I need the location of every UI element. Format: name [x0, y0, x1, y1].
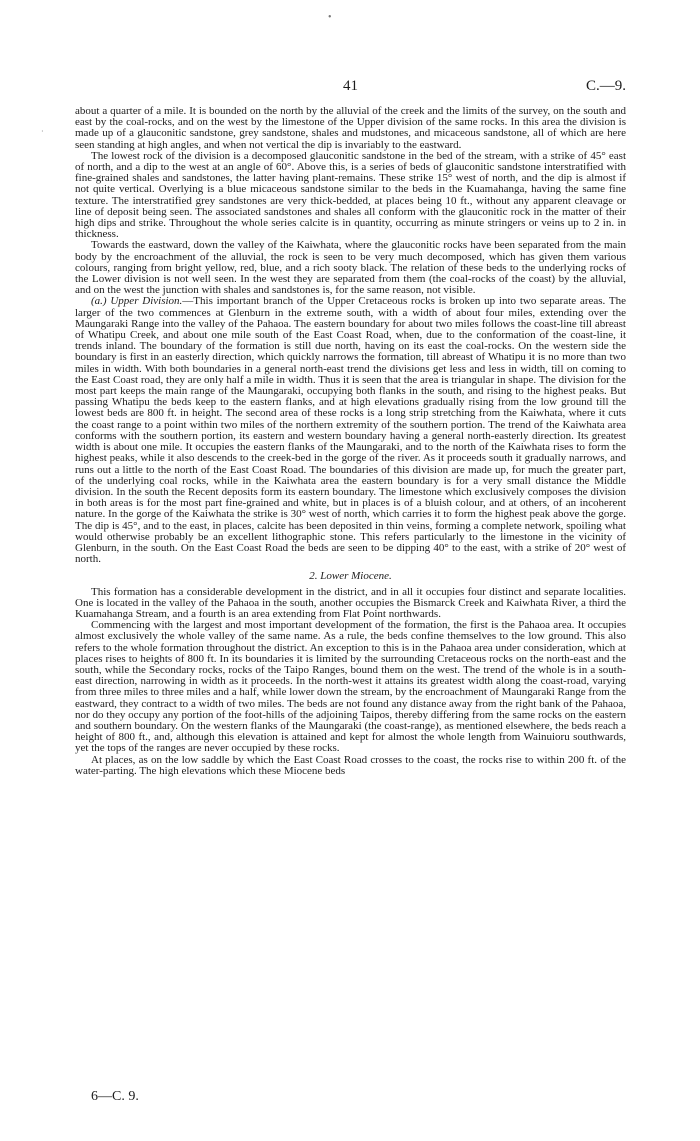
top-margin-mark: • [328, 12, 332, 23]
document-reference: C.—9. [585, 78, 626, 94]
paragraph-3: Towards the eastward, down the valley of the Kaiwhata, where the glauconitic rocks have been separated from the main body by the encroachment of the alluvial, the rock is seen to be very much decomposed, which has given them various colours, ranging from bright yellow, red, blue, and a rich sooty black. The relation of these beds to the underlying rocks of the Lower division is not well seen. In the west they are separated from them (the coal-rocks of the coast) by the alluvial, and on the west the junction with shales and sandstones is, for the same reason, not visible. [75, 239, 626, 297]
upper-division-heading: (a.) Upper Division. [91, 295, 183, 308]
page-number: 41 [343, 78, 358, 94]
paragraph-6: Commencing with the largest and most important development of the formation, the first is the Pahaoa area. It occupies almost exclusively the whole valley of the same name. As a rule, the beds confine themselves to the low ground. This also refers to the whole formation throughout the district. An exception to this is in the Pahaoa area under consideration, which at places rises to heights of 800 ft. In its boundaries it is limited by the surrounding Cretaceous rocks on the north-east and the south, while the Secondary rocks, rocks of the Taipo Ranges, bound them on the west. The trend of the whole is in a south-east direction, narrowing in width as it proceeds. In the north-west it attains its greatest width along the coast-road, varying from three miles to three miles and a half, while lower down the stream, by the encroachment of Maungaraki Range from the eastward, they contract to a width of two miles. The beds are not found any distance away from the right bank of the Pahaoa, nor do they occupy any portion of the foot-hills of the adjoining Taipos, thereby differing from the same rocks on the eastern and southern boundary. On the western flanks of the Maungaraki (the coast-range), as mentioned elsewhere, the beds reach a height of 800 ft., and, although this elevation is attained and kept for almost the whole length from Wainuioru southwards, yet the tops of the ranges are never occupied by these rocks. [75, 619, 626, 755]
upper-division-text: —This important branch of the Upper Cretaceous rocks is broken up into two separate areas. The larger of the two commences at Glenburn in the extreme south, with a width of about four miles, extending over the Maungaraki Range into the valley of the Pahaoa. The eastern boundary for about two miles follows the coast-line till abreast of Whatipu Creek, and about one mile south of the East Coast Road, when, due to the conformation of the coast-line, it trends inland. The boundary of the formation is still due north, having on its east the coal-rocks. On the western side the boundary is first in an easterly direction, which quickly narrows the formation, till abreast of Whatipu it is no more than two miles in width. With both boundaries in a general north-east trend the divisions get less and less in width, till on coming to the East Coast road, they are only half a mile in width. Thus it is seen that the area is triangular in shape. The division for the most part keeps the main range of the Maungaraki, occupying both flanks in the south, and rising to the highest peaks. But passing Whatipu the beds keep to the eastern flanks, and at high elevations gradually rising from the low ground till the lowest beds are 800 ft. in height. The second area of these rocks is a long strip stretching from the Kaiwhata, where it cuts the coast range to a point within two miles of the northern extremity of the southern portion. The trend of the Kaiwhata area conforms with the southern portion, its eastern and western boundary having a general north-easterly direction. Its greatest width is about one mile. It occupies the eastern flanks of the Maungaraki, and to the north of the Kaiwhata rises to form the highest peaks, while it also descends to the creek-bed in the gorge of the river. As it proceeds south it gradually narrows, and runs out a little to the north of the East Coast Road. The boundaries of this division are made up, for much the greater part, of the underlying coal rocks, while in the Kaiwhata area the eastern boundary is for a very small distance the Middle division. In the south the Recent deposits form its eastern boundary. The limestone which exclusively composes the division in both areas is for the most part fine-grained and white, but in places is of a bluish colour, and at others, of an incoherent nature. In the gorge of the Kaiwhata the strike is 30° west of north, which carries it to form the highest peak above the gorge. The dip is 45°, and to the east, in places, calcite has been deposited in thin veins, forming a complete network, spoiling what would otherwise probably be an excellent lithographic stone. This refers particularly to the limestone in the vicinity of Glenburn, in the south. On the East Coast Road the beds are seen to be dipping 40° to the east, with a strike of 20° west of north. [75, 295, 626, 566]
paragraph-2: The lowest rock of the division is a decomposed glauconitic sandstone in the bed of the stream, with a strike of 45° east of north, and a dip to the west at an angle of 60°. Above this, is a series of beds of glauconitic sandstone interstratified with fine-grained shales and sandstones, the latter having plant-remains. These strike 15° west of north, and the dip is almost if not quite vertical. Overlying is a blue micaceous sandstone similar to the beds in the Kuamahanga, having the same fine texture. The interstratified grey sandstones are very thick-bedded, at places being 10 ft., without any apparent cleavage or line of deposit being seen. The associated sandstones and shales all conform with the glauconitic rock in the matter of their high dips and strike. Throughout the whole series calcite is in quantity, occurring as minute stringers or veins up to 2 in. in thickness. [75, 149, 626, 241]
signature-mark: 6—C. 9. [91, 1089, 139, 1104]
page-header [75, 78, 626, 96]
paragraph-5: This formation has a considerable development in the district, and in all it occupies four distinct and separate localities. One is located in the valley of the Pahaoa in the south, another occupies the Bismarck Creek and Kaiwhata River, a third the Kuamahanga Stream, and a fourth is an area extending from Flat Point northwards. [75, 585, 626, 620]
section-heading-lower-miocene: 2. Lower Miocene. [309, 570, 392, 583]
document-page [41, 0, 626, 1141]
body-text [75, 106, 626, 777]
paragraph-1: about a quarter of a mile. It is bounded on the north by the alluvial of the creek and the limits of the survey, on the south and east by the coal-rocks, and on the west by the limestone of the Upper division of the same rocks. In this area the division is made up of a glauconitic sandstone, grey sandstone, shales and mudstones, and micaceous sandstone, all of which are here seen standing at high angles, and when not vertical the dip is invariably to the eastward. [75, 105, 626, 151]
left-margin-mark: · [41, 127, 44, 136]
paragraph-upper-division [75, 296, 626, 565]
paragraph-7: At places, as on the low saddle by which the East Coast Road crosses to the coast, the rocks rise to within 200 ft. of the water-parting. The high elevations which these Miocene beds [75, 753, 626, 777]
